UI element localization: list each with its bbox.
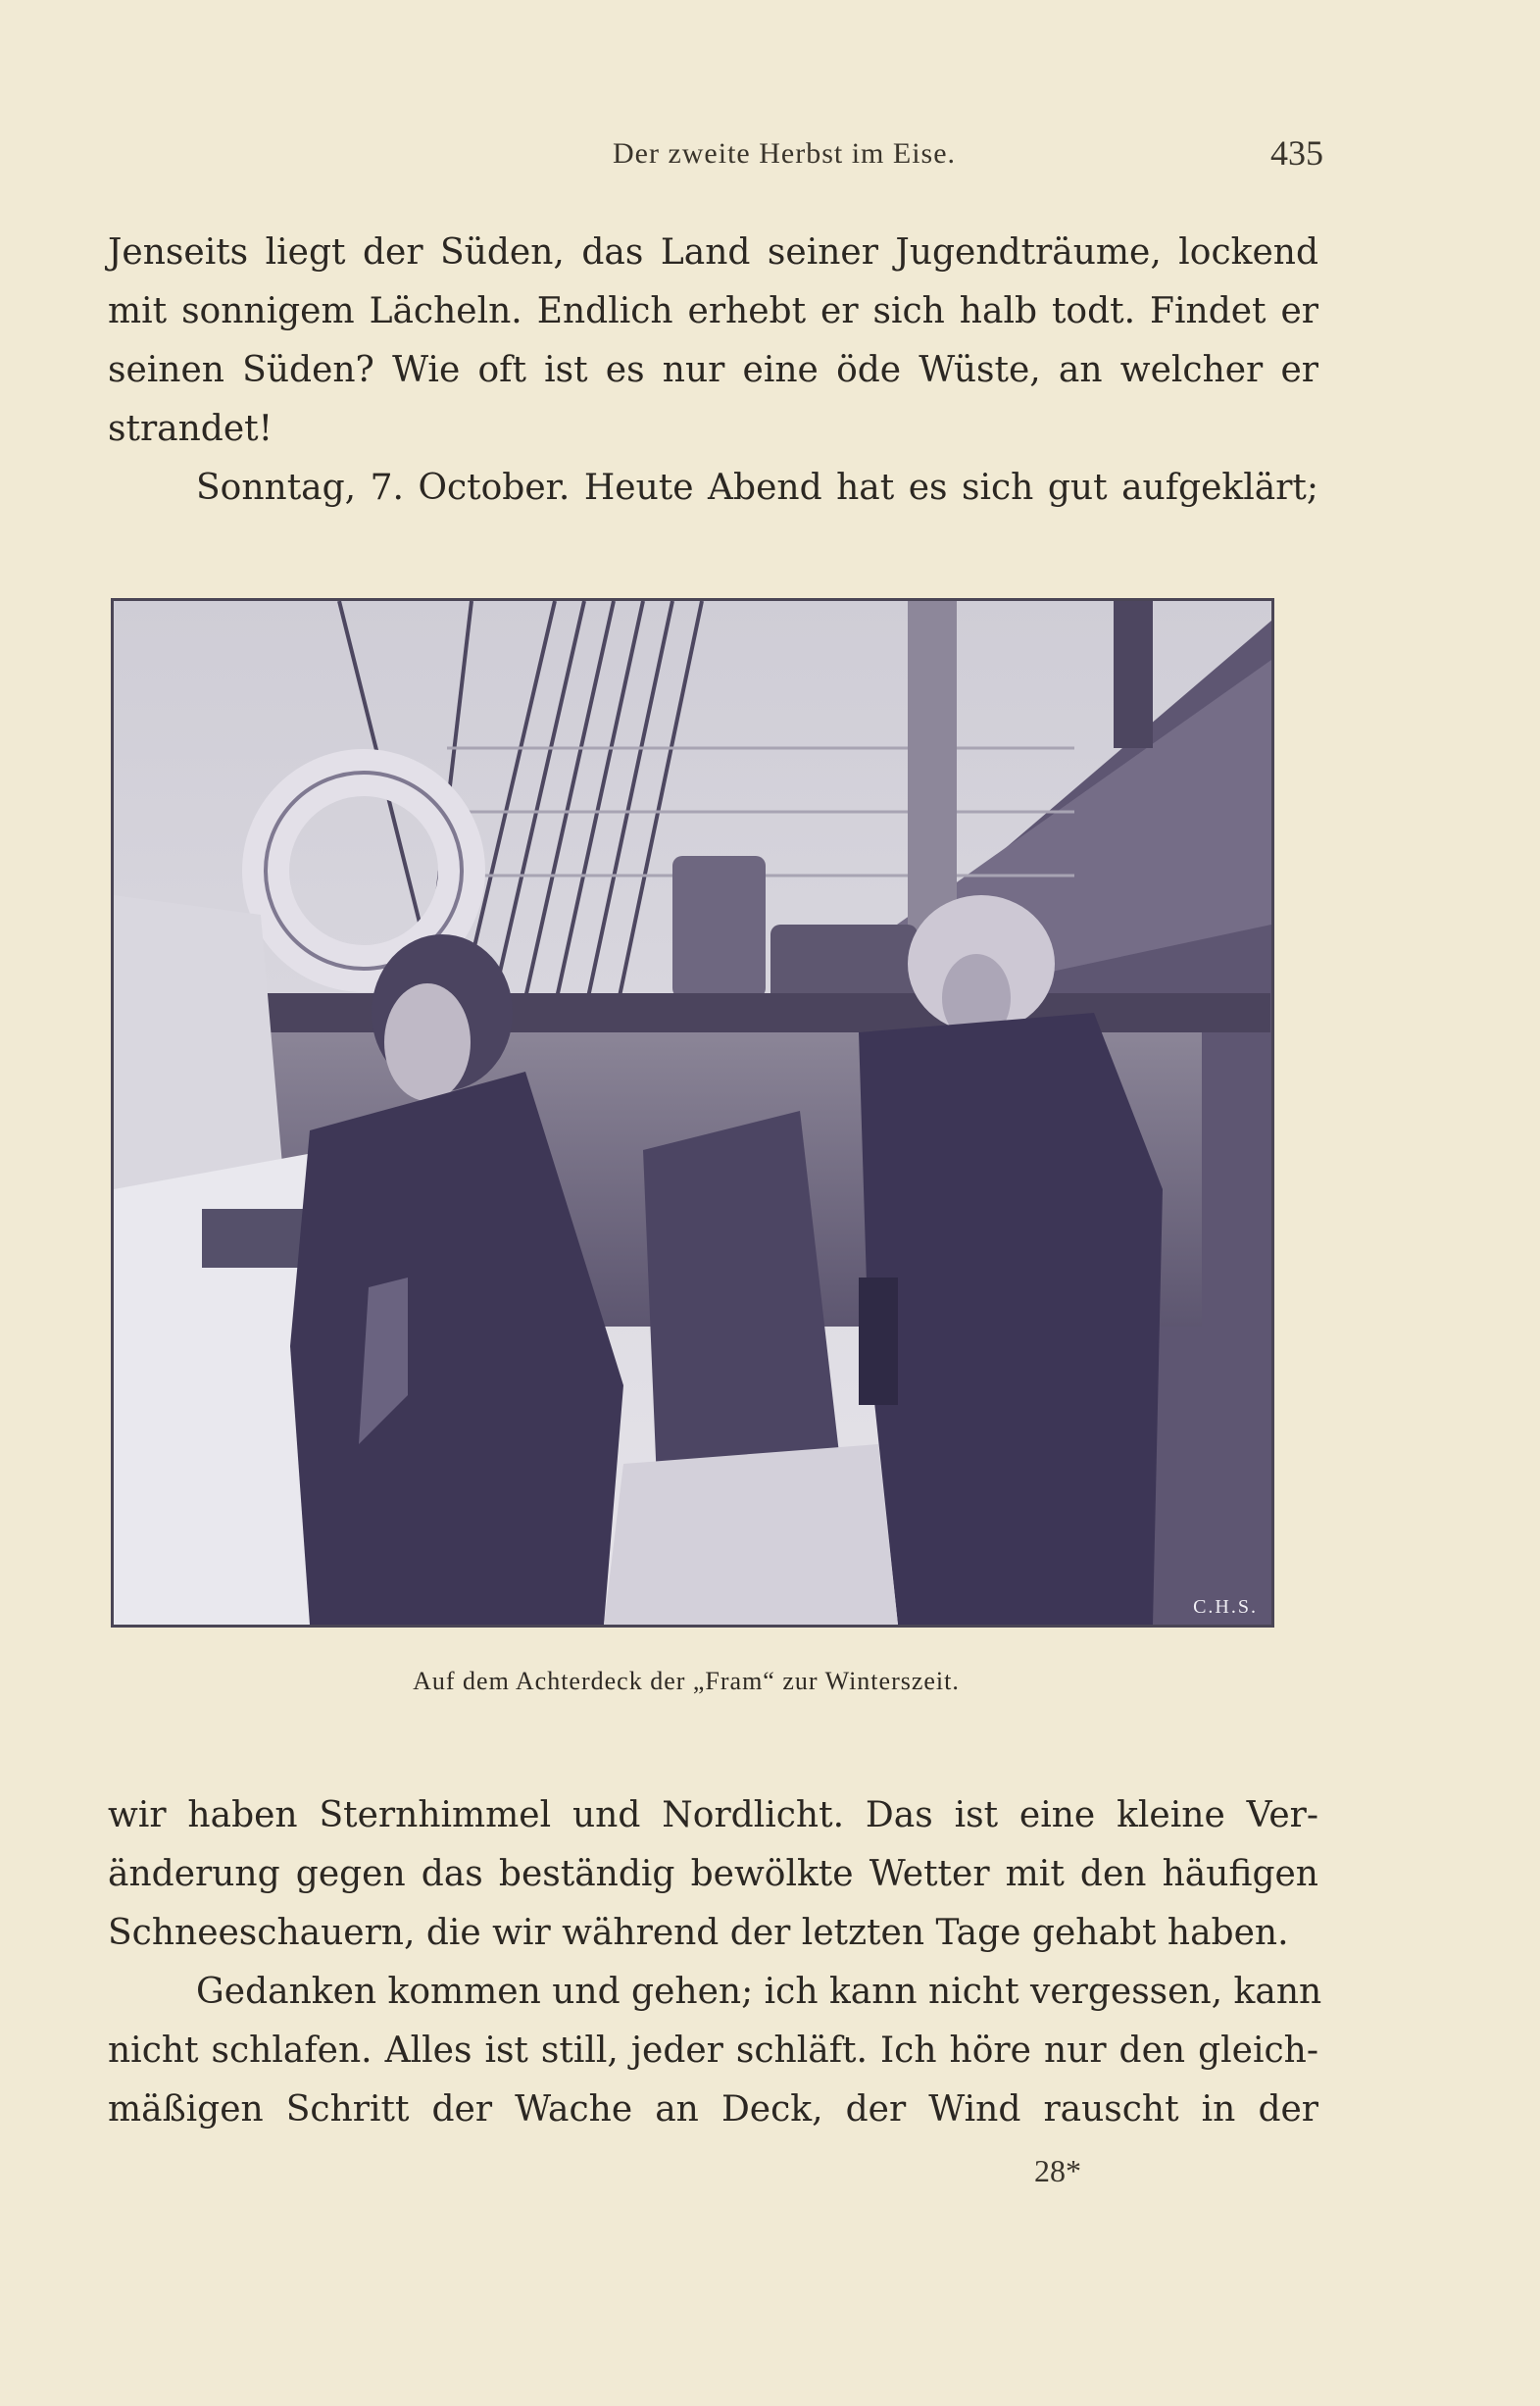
text-line: mäßigen Schritt der Wache an Deck, der Wind rauscht in der [108,2089,1318,2130]
running-title: Der zweite Herbst im Eise. [612,137,957,170]
text-line: Schneeschauern, die wir während der letzten Tage gehabt haben. [108,1913,1289,1953]
text-line: Jenseits liegt der Süden, das Land seiner Jugendträume, lockend [108,232,1318,273]
text-line: Gedanken kommen und gehen; ich kann nicht vergessen, kann [196,1972,1322,2012]
text-line: Sonntag, 7. October. Heute Abend hat es sich gut aufgeklärt; [196,468,1318,508]
text-line: mit sonnigem Lächeln. Endlich erhebt er sich halb todt. Findet er [108,291,1318,331]
text-line: wir haben Sternhimmel und Nordlicht. Das ist eine kleine Ver- [108,1795,1318,1835]
text-line: strandet! [108,409,273,449]
text-line: nicht schlafen. Alles ist still, jeder schläft. Ich höre nur den gleich- [108,2030,1318,2071]
signature-mark: 28* [1034,2153,1081,2188]
photograph-figure [111,598,1274,1628]
artist-signature: C.H.S. [1193,1596,1258,1618]
page-number: 435 [1270,133,1323,173]
text-line: seinen Süden? Wie oft ist es nur eine öde Wüste, an welcher er [108,350,1318,390]
text-block-bottom [108,1786,1322,2139]
text-block-top [108,224,1318,518]
text-line: änderung gegen das beständig bewölkte Wetter mit den häufigen [108,1854,1318,1894]
figure-caption: Auf dem Achterdeck der „Fram“ zur Winterszeit. [413,1667,960,1695]
photograph-illustration [114,601,1271,1625]
